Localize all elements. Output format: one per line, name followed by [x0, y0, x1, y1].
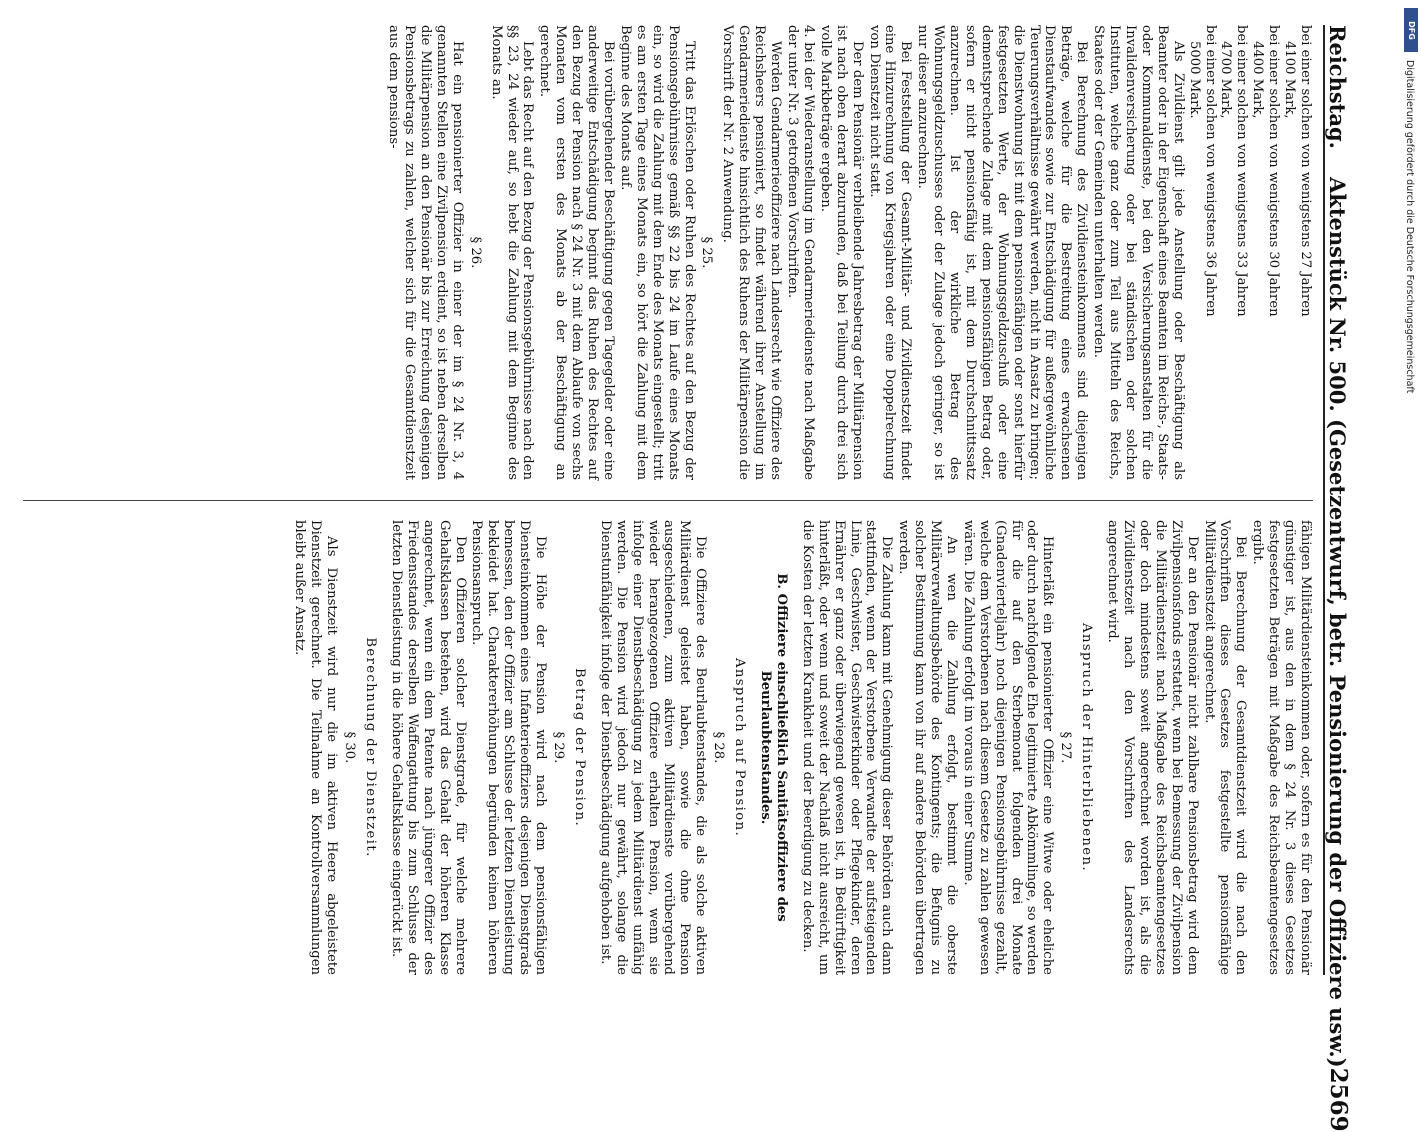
section-number: § 25.: [699, 236, 715, 269]
paragraph: Der an den Pensionär nicht zahlbare Pensionsbetrag wird dem Zivilpensionsfonds erstattet, wenn bei Bemessung der Zivilpension die Militärdienstzeit nach Maßgabe des Reichsbeamtengesetzes oder doch mindestens soweit angerechnet worden ist, als die Zivildienstzeit nach den Vorschriften des Landesrechts angerechnet wird.: [1105, 520, 1200, 975]
section-number: § 27.: [1058, 731, 1074, 764]
paragraph: 4. bei der Wiederanstellung im Gendarmeriedienste nach Maßgabe der unter Nr. 3 getroffenen Vorschriften.: [785, 25, 816, 480]
paragraph: An wen die Zahlung erfolgt, bestimmt die oberste Militärverwaltungsbehörde des Kontingents; die Befugnis zu solcher Bestimmung kann von ihr auf andere Behörden übertragen werden.: [896, 520, 959, 975]
header-title: Aktenstück Nr. 500. (Gesetzentwurf, betr. Pensionierung der Offiziere usw.): [1325, 176, 1350, 1068]
paragraph: Hat ein pensionierter Offizier in einer der im § 24 Nr. 3, 4 genannten Stellen eine Zivilpension erdient, so ist neben derselben die Militärpension an den Pensionär bis zur Erreichung desjenigen Pensionsbetrags zu zahlen, welcher sich für die Gesamtdienstzeit aus dem pensions-: [386, 25, 465, 480]
amount-value: 4100 Mark,: [1282, 41, 1298, 119]
section-heading: Betrag der Pension.: [571, 667, 587, 828]
paragraph: Hinterläßt ein pensionierter Offizier eine Witwe oder eheliche oder durch nachfolgende Ehe legitimierte Abkömmlinge, so werden für die auf den Sterbemonat folgenden drei Monate (Gnadenvierteljahr) noch diejenigen Pensionsgebührnisse gezahlt, welche dem Verstorbenen nach diesem Gesetze zu zahlen gewesen wären. Die Zahlung erfolgt im voraus in einer Summe.: [960, 520, 1056, 975]
paragraph: Tritt das Erlöschen oder Ruhen des Rechtes auf den Bezug der Pensionsgebührnisse gemäß §§ 22 bis 24 im Laufe eines Monats ein, so wird die Zahlung mit dem Ende des Monats eingestellt; tritt es am ersten Tage eines Monats ein, so hört die Zahlung mit dem Beginne des Monats auf.: [617, 25, 697, 480]
section-number: § 30.: [342, 731, 358, 764]
amount-value: 4400 Mark,: [1250, 41, 1266, 119]
amount-row: bei einer solchen von wenigstens 36 Jahren: [1202, 25, 1218, 317]
paragraph: Lebt das Recht auf den Bezug der Pensionsgebührnisse nach den §§ 23, 24 wieder auf, so hebt die Zahlung mit dem Beginne des Monats an.: [488, 25, 536, 480]
paragraph: Als Zivildienst gilt jede Anstellung oder Beschäftigung als Beamter oder in der Eigenschaft eines Beamten im Reichs-, Staats- oder Kommunaldienste, bei den Versicherungsanstalten für die Invalidenversicherung oder bei ständischen oder solchen Instituten, welche ganz oder zum Teil aus Mitteln des Reichs, Staates oder der Gemeinden unterhalten werden.: [1091, 25, 1186, 480]
dfg-logo: DFG: [1404, 8, 1418, 52]
left-column: [384, 25, 1313, 480]
paragraph: Die Zahlung kann mit Genehmigung dieser Behörden auch dann stattfinden, wenn der Verstorbene Verwandte der aufsteigenden Linie, Geschwister, Geschwisterkinder oder Pflegekinder, deren Ernährer er ganz oder überwiegend gewesen ist, in Bedürftigkeit hinterläßt, oder wenn und soweit der Nachlaß nicht ausreicht, um die Kosten der letzten Krankheit und der Beerdigung zu decken.: [799, 520, 895, 975]
paragraph: Als Dienstzeit wird nur die im aktiven Heere abgeleistete Dienstzeit gerechnet. Die Teilnahme an Kontrollversammlungen bleibt außer Ansatz.: [292, 520, 340, 975]
part-heading: B. Offiziere einschließlich Sanitätsoffiziere des Beurlaubtenstandes.: [758, 573, 789, 922]
amount-row: bei einer solchen von wenigstens 33 Jahren: [1234, 25, 1250, 317]
paragraph: Die Offiziere des Beurlaubtenstandes, die als solche aktiven Militärdienst geleistet haben, sowie die ohne Pension ausgeschiedenen, zum aktiven Militärdienste vorübergehend wieder herangezogenen Offiziere erhalten Pension, wenn sie infolge einer Dienstbeschädigung zu jedem Militärdienst unfähig werden. Die Pension wird jedoch nur gewährt, solange die Dienstunfähigkeit infolge der Dienstbeschädigung aufgehoben ist.: [597, 520, 709, 975]
section-heading: Berechnung der Dienstzeit.: [363, 637, 379, 858]
paragraph: Bei vorübergehender Beschäftigung gegen Tagegelder oder eine anderweitige Entschädigung beginnt das Ruhen des Rechtes auf den Bezug der Pension nach § 24 Nr. 3 mit dem Ablaufe von sechs Monaten vom ersten des Monats ab der Beschäftigung an gerechnet.: [537, 25, 617, 480]
paragraph: fähigen Militärdiensteinkommen oder, sofern es für den Pensionär günstiger ist, aus den in dem § 24 Nr. 3 dieses Gesetzes festgesetzten Beträgen mit Maßgabe des Reichsbeamtengesetzes ergibt.: [1250, 520, 1313, 975]
paragraph: Den Offizieren solcher Dienstgrade, für welche mehrere Gehaltsklassen bestehen, wird das Gehalt der höheren Klasse angerechnet, wenn ein dem Patente nach jüngerer Offizier des Friedensstandes derselben Waffengattung bis zum Schlusse der letzten Dienstleistung in die höhere Gehaltsklasse eingerückt ist.: [388, 520, 468, 975]
amount-row: bei einer solchen von wenigstens 27 Jahren: [1298, 25, 1313, 317]
amount-value: 5000 Mark.: [1186, 41, 1202, 119]
section-number: § 26.: [467, 236, 483, 269]
paragraph: Bei Berechnung der Gesamtdienstzeit wird die nach den Vorschriften dieses Gesetzes festgestellte pensionsfähige Militärdienstzeit angerechnet.: [1201, 520, 1249, 975]
header-left: Reichstag.: [1325, 25, 1350, 149]
section-number: § 28.: [711, 731, 727, 764]
paragraph: Bei Feststellung der Gesamt-Militär- und Zivildienstzeit findet eine Hinzurechnung von Kriegsjahren oder eine Doppelrechnung von Dienstzeit nicht statt.: [866, 25, 914, 480]
column-divider: [23, 500, 1313, 501]
amount-row: bei einer solchen von wenigstens 30 Jahren: [1266, 25, 1282, 317]
paragraph: Bei Berechnung des Zivildiensteinkommens sind diejenigen Beträge, welche für die Bestreitung eines erwachsenen Dienstaufwandes sowie zur Entschädigung für außergewöhnliche Teuerungsverhältnisse gewährt werden, nicht in Ansatz zu bringen; die Dienstwohnung ist mit dem pensionsfähigen oder sonst hierfür festgesetzten Werte, der Wohnungsgeldzuschuß oder eine dementsprechende Zulage mit dem pensionsfähigen Betrag oder, sofern er nicht pensionsfähig ist, mit dem Durchschnittssatz anzurechnen. Ist der wirkliche Betrag des Wohnungsgeldzuschusses oder der Zulage jedoch geringer, so ist nur dieser anzurechnen.: [915, 25, 1090, 480]
paragraph: Die Höhe der Pension wird nach dem pensionsfähigen Diensteinkommen eines Infanterieoffiziers desjenigen Dienstgrads bemessen, den der Offizier am Schlusse der letzten Dienstleistung bekleidet hat. Charaktererhöhungen begründen keinen höheren Pensionsanspruch.: [469, 520, 549, 975]
funding-note: Digitalisierung gefördert durch die Deutsche Forschungsgemeinschaft: [1404, 60, 1415, 394]
paragraph: Werden Gendarmerieoffiziere nach Landesrecht wie Offiziere des Reichsheers pensioniert, so findet während ihrer Anstellung im Gendarmeriedienste hinsichtlich des Ruhens der Militärpension die Vorschrift der Nr. 2 Anwendung.: [720, 25, 784, 480]
page-number: 2569: [1325, 1067, 1352, 1132]
amount-value: 4700 Mark,: [1218, 41, 1234, 119]
right-column: [291, 520, 1313, 975]
page-header: [1323, 25, 1365, 1132]
section-heading: Anspruch auf Pension.: [732, 657, 748, 838]
paragraph: Der dem Pensionär verbleibende Jahresbetrag der Militärpension ist nach oben derart abzurunden, daß bei Teilung durch drei sich volle Markbeträge ergeben.: [817, 25, 865, 480]
section-number: § 29.: [551, 731, 567, 764]
section-heading: Anspruch der Hinterbliebenen.: [1079, 623, 1095, 872]
